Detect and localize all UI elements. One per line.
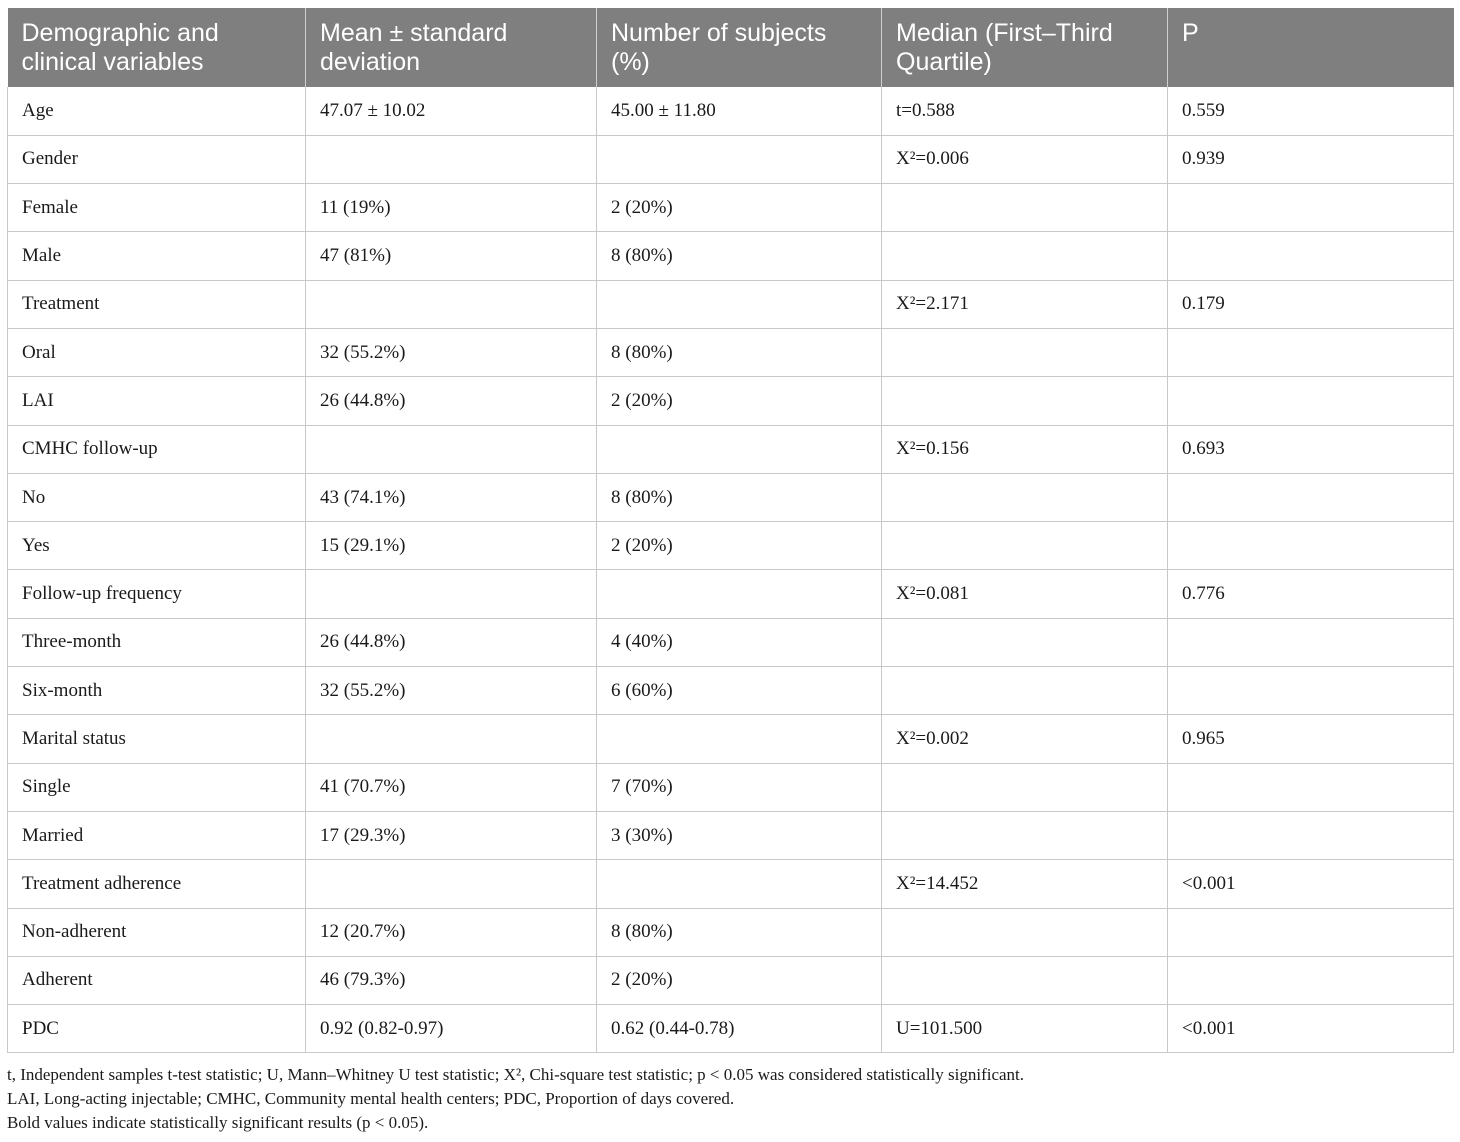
cell-variable: Single (8, 763, 306, 811)
cell-median-quartile (882, 956, 1168, 1004)
cell-p-value (1168, 184, 1454, 232)
cell-mean-sd: 17 (29.3%) (306, 811, 597, 859)
cell-variable: Treatment adherence (8, 860, 306, 908)
cell-median-quartile: X²=2.171 (882, 280, 1168, 328)
table-row (8, 570, 1454, 618)
cell-mean-sd: 46 (79.3%) (306, 956, 597, 1004)
cell-number-subjects (597, 425, 882, 473)
cell-p-value: 0.693 (1168, 425, 1454, 473)
cell-number-subjects: 8 (80%) (597, 232, 882, 280)
cell-median-quartile (882, 328, 1168, 376)
cell-number-subjects: 8 (80%) (597, 328, 882, 376)
cell-variable: Adherent (8, 956, 306, 1004)
table-row (8, 811, 1454, 859)
cell-number-subjects (597, 280, 882, 328)
cell-number-subjects (597, 715, 882, 763)
cell-median-quartile (882, 473, 1168, 521)
cell-median-quartile (882, 522, 1168, 570)
cell-variable: CMHC follow-up (8, 425, 306, 473)
cell-number-subjects (597, 135, 882, 183)
cell-p-value: <0.001 (1168, 1005, 1454, 1053)
table-row (8, 618, 1454, 666)
cell-mean-sd: 41 (70.7%) (306, 763, 597, 811)
cell-variable: Three-month (8, 618, 306, 666)
cell-number-subjects: 2 (20%) (597, 377, 882, 425)
cell-variable: Age (8, 87, 306, 135)
cell-mean-sd: 26 (44.8%) (306, 618, 597, 666)
cell-number-subjects: 2 (20%) (597, 956, 882, 1004)
cell-mean-sd: 12 (20.7%) (306, 908, 597, 956)
cell-mean-sd: 47 (81%) (306, 232, 597, 280)
footnote-abbreviations: LAI, Long-acting injectable; CMHC, Community mental health centers; PDC, Proportion of days covered. (7, 1089, 735, 1108)
cell-variable: Female (8, 184, 306, 232)
cell-variable: Treatment (8, 280, 306, 328)
cell-mean-sd: 32 (55.2%) (306, 328, 597, 376)
table-body (8, 87, 1454, 1053)
cell-median-quartile (882, 908, 1168, 956)
footnote-statistics: t, Independent samples t-test statistic; U, Mann–Whitney U test statistic; X², Chi-square test statistic; p < 0.05 was considered statistically significant. (7, 1065, 1025, 1084)
cell-p-value (1168, 328, 1454, 376)
cell-number-subjects: 4 (40%) (597, 618, 882, 666)
cell-p-value: <0.001 (1168, 860, 1454, 908)
cell-p-value (1168, 232, 1454, 280)
table-row (8, 908, 1454, 956)
cell-variable: Six-month (8, 667, 306, 715)
table-row (8, 232, 1454, 280)
cell-mean-sd (306, 425, 597, 473)
table-row (8, 1005, 1454, 1053)
cell-median-quartile: t=0.588 (882, 87, 1168, 135)
table-row (8, 860, 1454, 908)
cell-median-quartile (882, 763, 1168, 811)
cell-median-quartile: X²=0.156 (882, 425, 1168, 473)
cell-variable: PDC (8, 1005, 306, 1053)
cell-variable: No (8, 473, 306, 521)
cell-median-quartile (882, 377, 1168, 425)
table-row (8, 473, 1454, 521)
table-row (8, 763, 1454, 811)
header-variables: Demographic and clinical variables (8, 8, 306, 87)
demographics-table (7, 8, 1454, 1053)
table-row (8, 87, 1454, 135)
cell-mean-sd (306, 715, 597, 763)
cell-median-quartile: X²=14.452 (882, 860, 1168, 908)
cell-mean-sd: 0.92 (0.82-0.97) (306, 1005, 597, 1053)
table-row (8, 667, 1454, 715)
cell-p-value (1168, 667, 1454, 715)
cell-mean-sd: 43 (74.1%) (306, 473, 597, 521)
cell-median-quartile: U=101.500 (882, 1005, 1168, 1053)
header-p-value: P (1168, 8, 1454, 87)
cell-variable: Yes (8, 522, 306, 570)
table-header-row (8, 8, 1454, 87)
cell-number-subjects: 45.00 ± 11.80 (597, 87, 882, 135)
cell-mean-sd (306, 860, 597, 908)
cell-number-subjects: 3 (30%) (597, 811, 882, 859)
cell-mean-sd (306, 570, 597, 618)
cell-number-subjects: 0.62 (0.44-0.78) (597, 1005, 882, 1053)
cell-p-value: 0.965 (1168, 715, 1454, 763)
cell-p-value (1168, 956, 1454, 1004)
cell-median-quartile: X²=0.081 (882, 570, 1168, 618)
cell-median-quartile (882, 232, 1168, 280)
table-row (8, 135, 1454, 183)
cell-variable: Gender (8, 135, 306, 183)
cell-number-subjects (597, 570, 882, 618)
cell-variable: Male (8, 232, 306, 280)
cell-number-subjects (597, 860, 882, 908)
cell-number-subjects: 7 (70%) (597, 763, 882, 811)
table-row (8, 377, 1454, 425)
cell-p-value (1168, 473, 1454, 521)
cell-mean-sd: 47.07 ± 10.02 (306, 87, 597, 135)
cell-p-value (1168, 908, 1454, 956)
cell-variable: LAI (8, 377, 306, 425)
cell-p-value (1168, 618, 1454, 666)
cell-mean-sd (306, 135, 597, 183)
cell-mean-sd (306, 280, 597, 328)
cell-mean-sd: 15 (29.1%) (306, 522, 597, 570)
cell-variable: Married (8, 811, 306, 859)
cell-variable: Follow-up frequency (8, 570, 306, 618)
cell-p-value: 0.559 (1168, 87, 1454, 135)
cell-median-quartile (882, 184, 1168, 232)
cell-p-value: 0.179 (1168, 280, 1454, 328)
data-table-container (7, 8, 1453, 1053)
cell-number-subjects: 2 (20%) (597, 184, 882, 232)
header-mean-sd: Mean ± standard deviation (306, 8, 597, 87)
cell-p-value (1168, 377, 1454, 425)
cell-median-quartile (882, 667, 1168, 715)
table-row (8, 184, 1454, 232)
cell-number-subjects: 2 (20%) (597, 522, 882, 570)
table-row (8, 425, 1454, 473)
cell-median-quartile (882, 618, 1168, 666)
cell-variable: Oral (8, 328, 306, 376)
table-row (8, 328, 1454, 376)
footnote-bold-values: Bold values indicate statistically significant results (p < 0.05). (7, 1113, 429, 1132)
cell-mean-sd: 11 (19%) (306, 184, 597, 232)
cell-median-quartile: X²=0.006 (882, 135, 1168, 183)
cell-variable: Marital status (8, 715, 306, 763)
cell-variable: Non-adherent (8, 908, 306, 956)
header-median-quartile: Median (First–Third Quartile) (882, 8, 1168, 87)
cell-mean-sd: 32 (55.2%) (306, 667, 597, 715)
table-row (8, 522, 1454, 570)
cell-number-subjects: 8 (80%) (597, 473, 882, 521)
table-row (8, 956, 1454, 1004)
cell-mean-sd: 26 (44.8%) (306, 377, 597, 425)
cell-p-value (1168, 763, 1454, 811)
table-footnotes (7, 1063, 1024, 1135)
cell-number-subjects: 8 (80%) (597, 908, 882, 956)
cell-p-value: 0.939 (1168, 135, 1454, 183)
cell-p-value (1168, 811, 1454, 859)
table-row (8, 280, 1454, 328)
header-number-subjects: Number of subjects (%) (597, 8, 882, 87)
cell-median-quartile (882, 811, 1168, 859)
cell-p-value (1168, 522, 1454, 570)
table-row (8, 715, 1454, 763)
cell-number-subjects: 6 (60%) (597, 667, 882, 715)
cell-median-quartile: X²=0.002 (882, 715, 1168, 763)
cell-p-value: 0.776 (1168, 570, 1454, 618)
